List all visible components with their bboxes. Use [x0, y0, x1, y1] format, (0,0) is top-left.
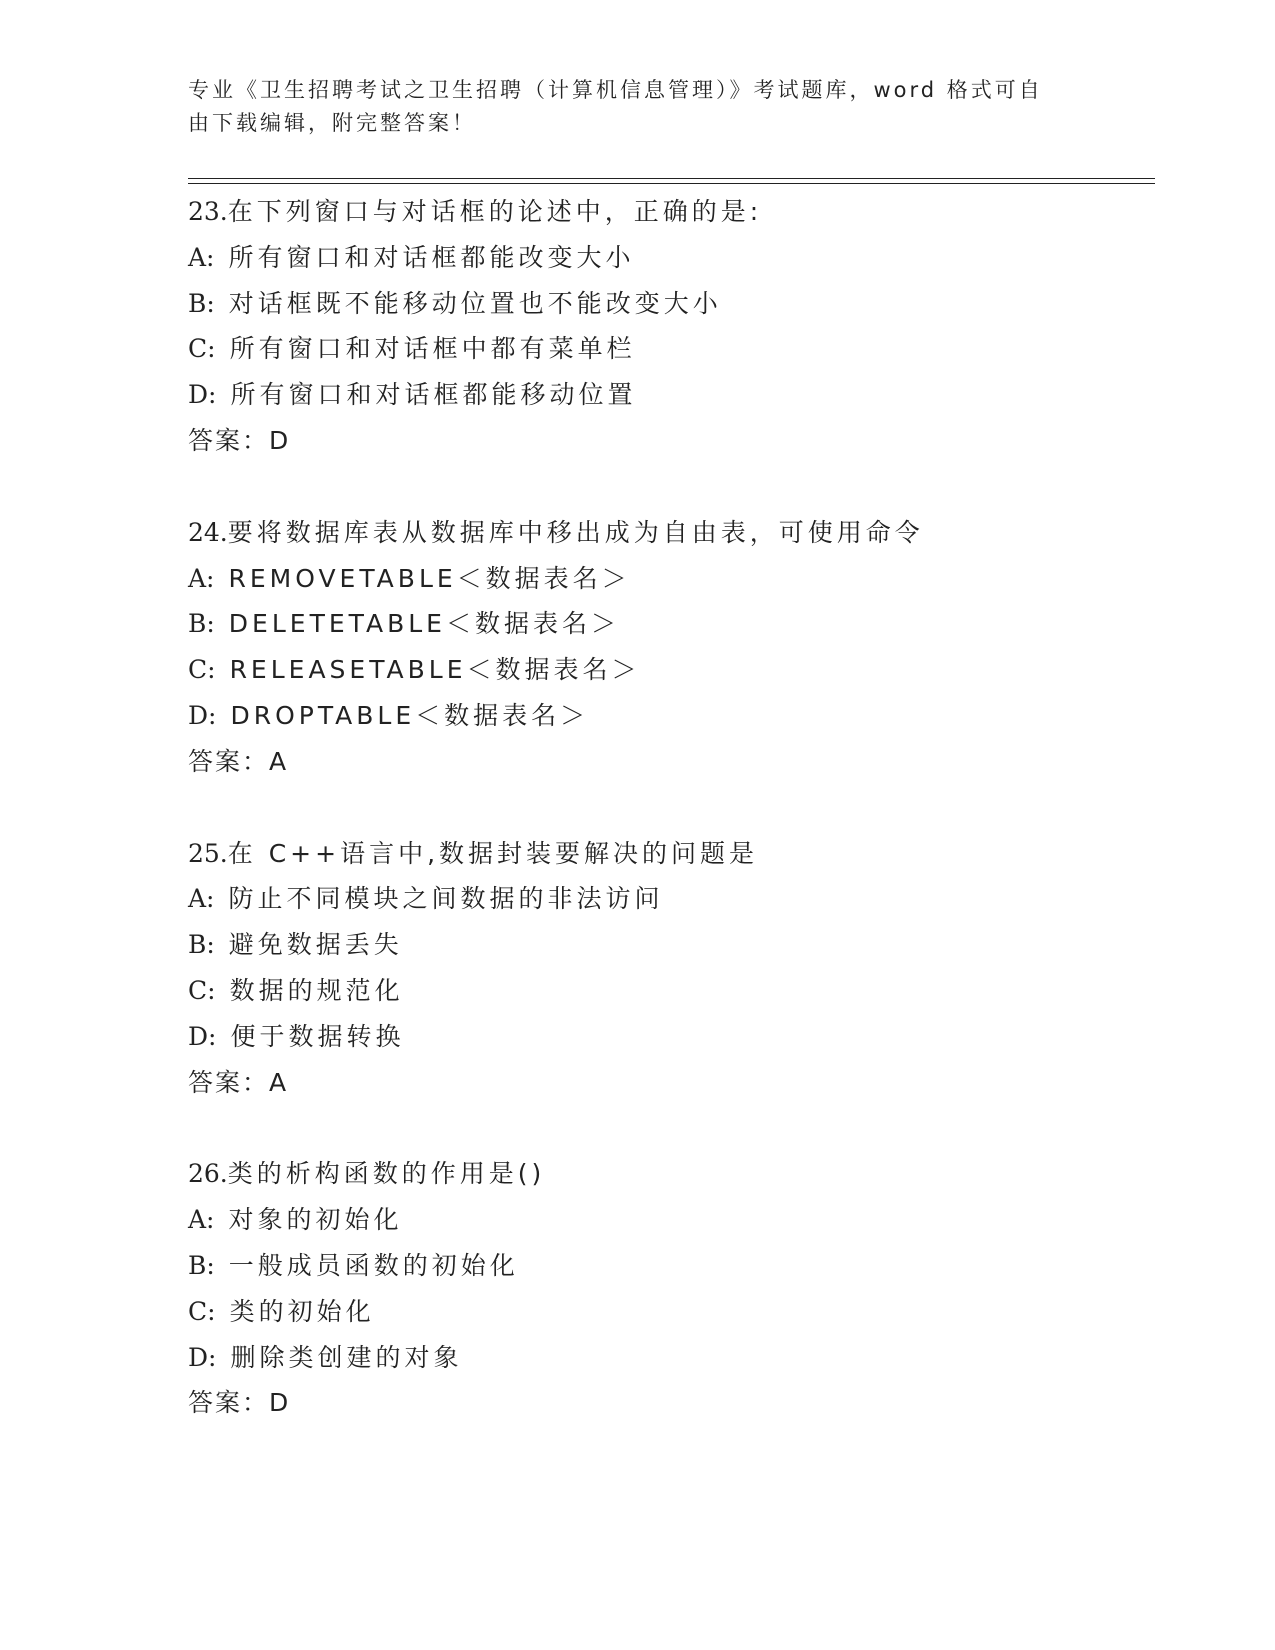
option-text: 数据的规范化 [229, 975, 404, 1005]
option-c [188, 326, 1148, 372]
option-d [188, 1014, 1148, 1060]
answer-label: 答案： [188, 746, 270, 776]
option-d [188, 1335, 1148, 1381]
option-text: 便于数据转换 [230, 1021, 405, 1051]
answer-label: 答案： [188, 425, 270, 455]
option-label: B: [188, 609, 215, 639]
option-b [188, 922, 1148, 968]
header-divider-top [188, 178, 1155, 179]
question-25 [188, 831, 1148, 1106]
answer-line [188, 739, 1148, 785]
answer-line [188, 418, 1148, 464]
option-label: B: [188, 1250, 215, 1280]
answer-value: D [269, 425, 291, 455]
option-text: 所有窗口和对话框都能移动位置 [230, 380, 637, 410]
option-text: DROPTABLE＜数据表名＞ [230, 700, 590, 730]
option-a [188, 235, 1148, 281]
option-label: D: [188, 700, 217, 730]
option-text: 类的初始化 [229, 1296, 375, 1326]
answer-line [188, 1380, 1148, 1426]
document-header [188, 74, 1088, 140]
option-label: D: [188, 380, 217, 410]
option-a [188, 556, 1148, 602]
answer-value: A [269, 746, 289, 776]
question-text: 要将数据库表从数据库中移出成为自由表，可使用命令 [227, 517, 924, 547]
option-text: 防止不同模块之间数据的非法访问 [228, 884, 664, 914]
question-24 [188, 510, 1148, 785]
option-c [188, 968, 1148, 1014]
question-text: 在下列窗口与对话框的论述中，正确的是: [227, 197, 763, 226]
option-label: A: [188, 884, 215, 914]
question-number: 26. [188, 1159, 228, 1189]
option-label: C: [188, 975, 216, 1005]
question-stem [188, 189, 1148, 235]
option-text: REMOVETABLE＜数据表名＞ [228, 563, 631, 593]
option-label: A: [188, 563, 215, 593]
answer-line [188, 1060, 1148, 1106]
option-b [188, 1243, 1148, 1289]
question-text: 在 C++语言中,数据封装要解决的问题是 [227, 838, 759, 868]
question-number: 25. [188, 838, 228, 868]
question-text: 类的析构函数的作用是() [227, 1159, 546, 1189]
option-text: 一般成员函数的初始化 [228, 1250, 519, 1280]
option-a [188, 1197, 1148, 1243]
option-d [188, 372, 1148, 418]
question-number: 23. [188, 197, 228, 226]
option-a [188, 876, 1148, 922]
option-label: C: [188, 655, 216, 685]
option-text: RELEASETABLE＜数据表名＞ [229, 655, 641, 685]
answer-value: D [269, 1388, 291, 1418]
question-stem [188, 831, 1148, 877]
option-label: B: [188, 288, 215, 318]
question-stem [188, 1151, 1148, 1197]
header-line-2: 由下载编辑，附完整答案！ [188, 111, 476, 135]
answer-label: 答案： [188, 1388, 270, 1418]
option-text: 对话框既不能移动位置也不能改变大小 [228, 288, 722, 318]
option-text: 删除类创建的对象 [230, 1342, 463, 1372]
option-text: DELETETABLE＜数据表名＞ [228, 609, 620, 639]
option-label: B: [188, 930, 215, 960]
option-c [188, 1289, 1148, 1335]
option-label: A: [188, 1205, 215, 1235]
question-23 [188, 189, 1148, 464]
option-b [188, 601, 1148, 647]
option-label: D: [188, 1021, 217, 1051]
option-text: 所有窗口和对话框都能改变大小 [228, 242, 635, 272]
option-text: 所有窗口和对话框中都有菜单栏 [229, 334, 636, 364]
answer-value: A [269, 1067, 289, 1097]
option-text: 避免数据丢失 [228, 930, 403, 960]
option-label: D: [188, 1342, 217, 1372]
header-divider-bottom [188, 183, 1155, 184]
header-line-1: 专业《卫生招聘考试之卫生招聘（计算机信息管理）》考试题库，word 格式可自 [188, 78, 1043, 102]
answer-label: 答案： [188, 1067, 270, 1097]
option-label: A: [188, 242, 215, 272]
option-text: 对象的初始化 [228, 1205, 403, 1235]
option-label: C: [188, 334, 216, 364]
option-label: C: [188, 1296, 216, 1326]
option-c [188, 647, 1148, 693]
question-stem [188, 510, 1148, 556]
question-26 [188, 1151, 1148, 1426]
question-list [188, 189, 1148, 1472]
option-b [188, 281, 1148, 327]
question-number: 24. [188, 517, 228, 547]
option-d [188, 693, 1148, 739]
